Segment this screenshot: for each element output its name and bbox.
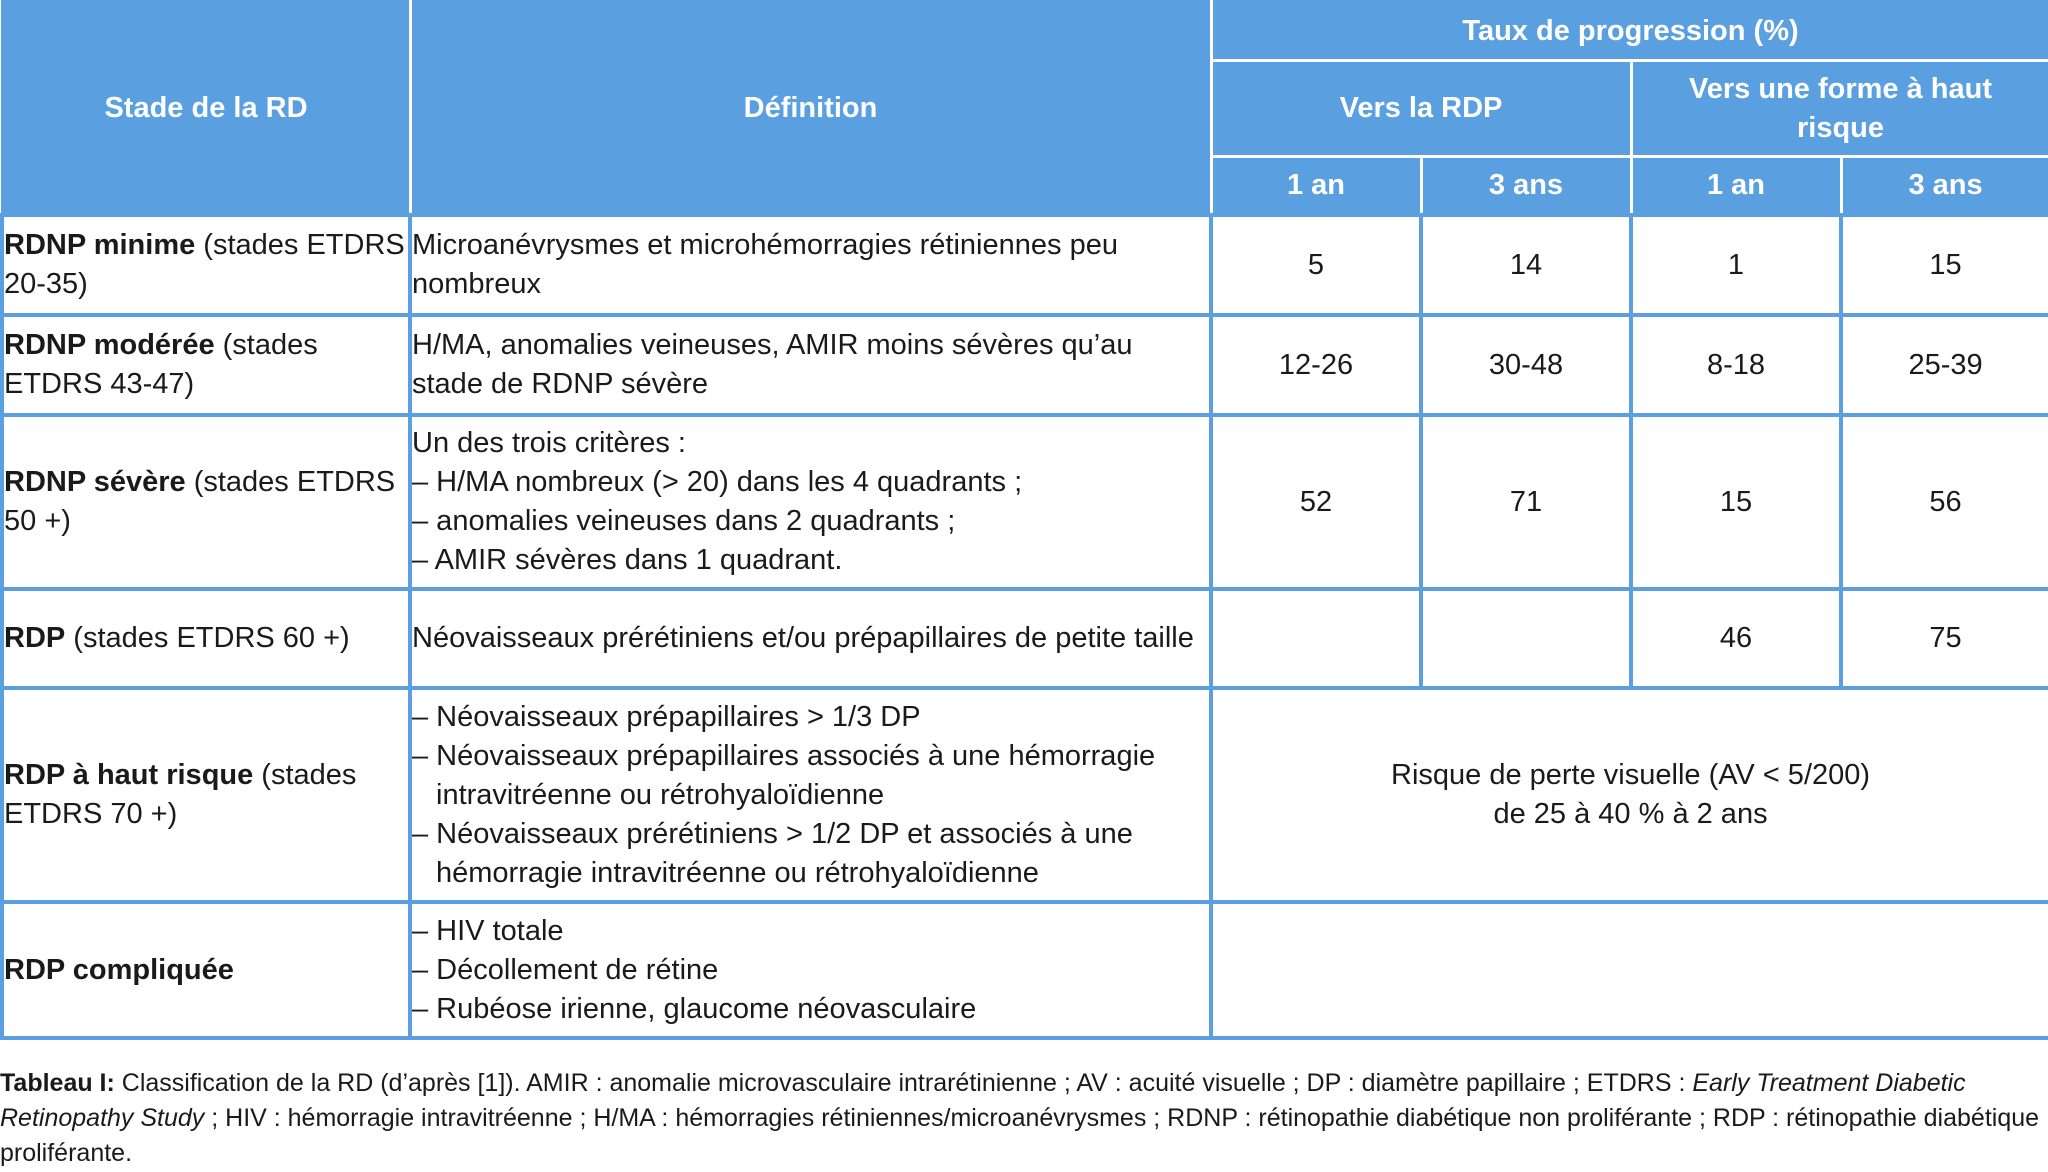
definition-line: – Néovaisseaux prépapillaires > 1/3 DP	[412, 700, 921, 733]
stade-cell	[2, 415, 410, 589]
value-hr-1an: 15	[1631, 415, 1841, 589]
caption-text-2: ; HIV : hémorragie intravitréenne ; H/MA : hémorragies rétiniennes/microanévrysmes ; RDNP : rétinopathie diabétique non proliférante ; RDP : rétinopathie diabétique proliférante.	[0, 1104, 2040, 1167]
value-rdp-3ans: 30-48	[1421, 315, 1631, 415]
stade-detail: (stades ETDRS 20-35)	[4, 229, 405, 300]
table-row	[2, 589, 2048, 688]
header-hr-1an: 1 an	[1631, 157, 1841, 216]
table-row	[2, 215, 2048, 315]
risk-line-1: Risque de perte visuelle (AV < 5/200)	[1391, 759, 1871, 791]
definition-line: – AMIR sévères dans 1 quadrant.	[412, 544, 843, 576]
table-row	[2, 315, 2048, 415]
definition-cell	[410, 589, 1211, 688]
definition-line: – Néovaisseaux prépapillaires associés à une hémorragie intravitréenne ou rétrohyaloïdienne	[412, 739, 1156, 811]
stade-detail: (stades ETDRS 60 +)	[65, 622, 350, 654]
header-vers-haut-risque-label: Vers une forme à haut risque	[1689, 72, 1993, 144]
table-row	[2, 902, 2048, 1038]
header-vers-rdp: Vers la RDP	[1211, 61, 1631, 157]
definition-line: H/MA, anomalies veineuses, AMIR moins sévères qu’au stade de RDNP sévère	[412, 329, 1133, 400]
value-hr-1an: 1	[1631, 215, 1841, 315]
definition-line: Un des trois critères :	[412, 427, 686, 459]
stade-detail: (stades ETDRS 70 +)	[4, 759, 357, 830]
value-rdp-1an: 12-26	[1211, 315, 1421, 415]
value-hr-1an: 8-18	[1631, 315, 1841, 415]
definition-cell	[410, 315, 1211, 415]
caption-italic: Early Treatment Diabetic Retinopathy Study	[0, 1069, 1966, 1132]
value-hr-3ans: 75	[1841, 589, 2048, 688]
stade-name: RDP	[4, 622, 66, 654]
definition-line: – H/MA nombreux (> 20) dans les 4 quadrants ;	[412, 466, 1023, 498]
definition-line: – Décollement de rétine	[412, 953, 719, 986]
stade-name: RDP à haut risque	[4, 759, 254, 791]
definition-line: Néovaisseaux prérétiniens et/ou prépapillaires de petite taille	[412, 622, 1194, 654]
value-hr-1an: 46	[1631, 589, 1841, 688]
header-stade: Stade de la RD	[2, 2, 410, 216]
value-rdp-1an: 52	[1211, 415, 1421, 589]
value-hr-3ans: 15	[1841, 215, 2048, 315]
header-definition: Définition	[410, 2, 1211, 216]
caption-text-1: Classification de la RD (d’après [1]). AMIR : anomalie microvasculaire intrarétinienne ; AV : acuité visuelle ; DP : diamètre papillaire ; ETDRS :	[114, 1069, 1693, 1097]
stade-cell	[2, 589, 410, 688]
definition-cell	[410, 215, 1211, 315]
risk-line-2: de 25 à 40 % à 2 ans	[1493, 798, 1768, 830]
stade-name: RDNP minime	[4, 229, 196, 261]
stade-detail: (stades ETDRS 43-47)	[4, 329, 318, 400]
definition-line: – anomalies veineuses dans 2 quadrants ;	[412, 505, 956, 537]
definition-cell	[410, 415, 1211, 589]
empty-merged-cell	[1211, 902, 2048, 1038]
table-caption	[0, 1066, 2046, 1171]
definition-cell	[410, 688, 1211, 902]
definition-cell	[410, 902, 1211, 1038]
header-rdp-3ans: 3 ans	[1421, 157, 1631, 216]
header-hr-3ans: 3 ans	[1841, 157, 2048, 216]
stade-cell	[2, 688, 410, 902]
header-vers-haut-risque	[1631, 61, 2048, 157]
definition-line: – HIV totale	[412, 914, 564, 947]
definition-line: – Rubéose irienne, glaucome néovasculaire	[412, 992, 977, 1025]
stade-detail: (stades ETDRS 50 +)	[4, 466, 396, 537]
value-hr-3ans: 25-39	[1841, 315, 2048, 415]
table-header	[2, 2, 2048, 216]
value-rdp-1an	[1211, 589, 1421, 688]
risk-merged-cell	[1211, 688, 2048, 902]
value-hr-3ans: 56	[1841, 415, 2048, 589]
header-rdp-1an: 1 an	[1211, 157, 1421, 216]
header-taux-progression: Taux de progression (%)	[1211, 2, 2048, 61]
table-body	[2, 215, 2048, 1038]
value-rdp-3ans: 71	[1421, 415, 1631, 589]
stade-name: RDNP sévère	[4, 466, 186, 498]
value-rdp-1an: 5	[1211, 215, 1421, 315]
stade-name: RDNP modérée	[4, 329, 215, 361]
definition-line: Microanévrysmes et microhémorragies rétiniennes peu nombreux	[412, 229, 1118, 300]
stade-name: RDP compliquée	[4, 953, 234, 986]
value-rdp-3ans: 14	[1421, 215, 1631, 315]
stade-cell	[2, 215, 410, 315]
table-row	[2, 415, 2048, 589]
table-row	[2, 688, 2048, 902]
caption-label: Tableau I:	[0, 1069, 115, 1097]
definition-line: – Néovaisseaux prérétiniens > 1/2 DP et associés à une hémorragie intravitréenne ou rétrohyaloïdienne	[412, 817, 1133, 889]
stade-cell	[2, 315, 410, 415]
value-rdp-3ans	[1421, 589, 1631, 688]
stade-cell	[2, 902, 410, 1038]
